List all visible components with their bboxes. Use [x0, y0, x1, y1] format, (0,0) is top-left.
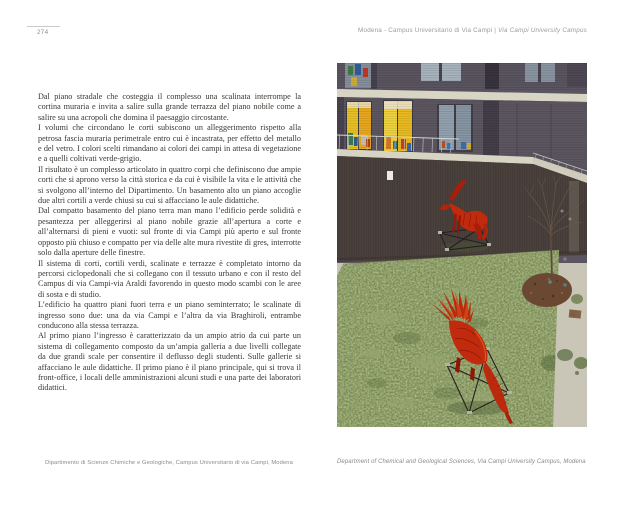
shrub: [557, 349, 573, 361]
header-title-it: Modena - Campus Universitario di Via Campi: [358, 27, 493, 34]
courtyard-photo-art: [337, 63, 587, 427]
body-paragraph: Al primo piano l’ingresso è caratterizzato da un ampio atrio da cui parte un sistema di collegamento composto da un’ampia galleria a due livelli collegate da due grandi scale per consentire il deflusso degli studenti. Sulle gallerie si affacciano le aule didattiche. Il primo piano è il piano principale, qui si trova il front-office, i locali delle amministrazioni alcuni studi e una parte dei laboratori didattici.: [38, 331, 301, 393]
header-separator: |: [492, 27, 499, 34]
body-paragraph: Dal compatto basamento del piano terra man mano l’edificio perde solidità e pesantezza per alleggerirsi al piano nobile grazie all’apertura a corte e all’alternarsi di pieni e vuoti: sul fronte di via Campi più aperto e sul fronte opposto più chiuso e compatto per via delle alte mura rivestite di gres, interrotte solo dalla aperture delle finestre.: [38, 206, 301, 258]
caption-right: Department of Chemical and Geological Sciences, Via Campi University Campus, Modena: [337, 459, 586, 465]
body-paragraph: Il sistema di corti, cortili verdi, scalinate e terrazze è completato intorno da percorsi ciclopedonali che si collegano con il tessuto urbano e con il resto del Campus di via Campi-via Araldi favorendo in questo modo scambi con le aree di sosta e di studio.: [38, 258, 301, 299]
shrub: [571, 294, 583, 304]
body-paragraph: Il risultato è un complesso articolato in quattro corpi che definiscono due ampie corti che si aprono verso la città storica e da cui è visibile la vita e le attività che si svolgono all’interno del Dipartimento. Un basamento alto un piano accoglie due altri cortili a verde chiusi su cui si affacciano le aule didattiche.: [38, 164, 301, 206]
body-paragraph: I volumi che circondano le corti subiscono un alleggerimento rispetto alla petrosa fascia muraria perimetrale entro cui è incastrata, per effetto del metallo e del vetro. I colori scelti rimandano ai colori dei campi in attesa di vegetazione e a quelli coltivati verde-grigio.: [38, 123, 301, 164]
running-header: [337, 27, 587, 34]
body-text: [38, 92, 301, 394]
header-title-en: Via Campi University Campus: [498, 27, 587, 34]
wall-sign: [387, 171, 393, 180]
caption-left: Dipartimento di Scienze Chimiche e Geologiche, Campus Universitario di via Campi, Modena: [45, 460, 293, 466]
metal-grate: [569, 309, 582, 318]
mulch-bed: [522, 273, 572, 307]
courtyard-photo: [337, 63, 587, 427]
drain-cap: [548, 280, 552, 284]
page-rule: [27, 26, 60, 27]
body-paragraph: L’edificio ha quattro piani fuori terra e un piano seminterrato; le scalinate di ingresso sono due: una da via Campi e l’altra da via Braghiroli, entrambe conducono alla stessa terrazza.: [38, 300, 301, 330]
drain-cap: [563, 283, 567, 287]
body-paragraph: Dal piano stradale che costeggia il complesso una scalinata interrompe la cortina muraria e invita a salire sulla grande terrazza del piano nobile come a salire su una acropoli che domina il paesaggio circostante.: [38, 92, 301, 122]
page-number: 274: [37, 29, 49, 36]
